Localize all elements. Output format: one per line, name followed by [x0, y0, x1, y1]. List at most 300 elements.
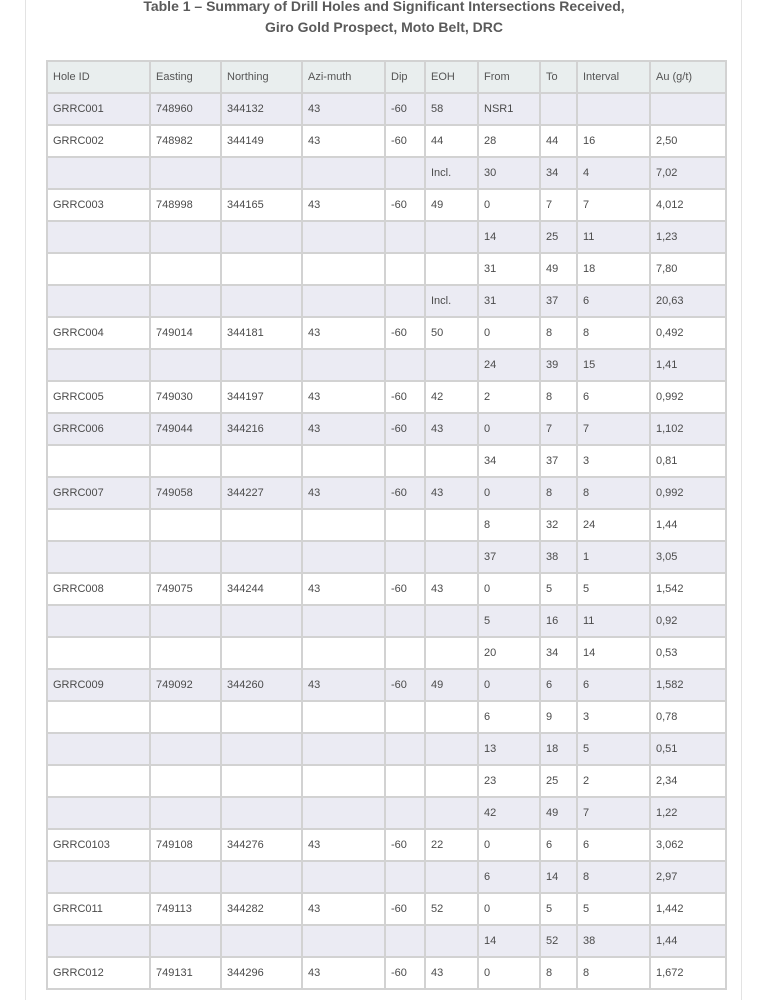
cell-dip: [386, 926, 424, 956]
cell-interval: 15: [578, 350, 649, 380]
cell-easting: [151, 254, 220, 284]
table-row: [48, 94, 725, 124]
cell-au: 0,81: [651, 446, 725, 476]
cell-from: 0: [479, 478, 539, 508]
cell-easting: 749058: [151, 478, 220, 508]
cell-au: 0,53: [651, 638, 725, 668]
cell-au: 1,23: [651, 222, 725, 252]
cell-dip: -60: [386, 958, 424, 988]
cell-dip: -60: [386, 94, 424, 124]
cell-azimuth: [303, 254, 384, 284]
cell-dip: -60: [386, 830, 424, 860]
cell-eoh: 49: [426, 670, 477, 700]
cell-interval: 24: [578, 510, 649, 540]
cell-easting: [151, 158, 220, 188]
cell-dip: -60: [386, 670, 424, 700]
cell-au: 0,92: [651, 606, 725, 636]
cell-eoh: [426, 766, 477, 796]
cell-interval: 8: [578, 318, 649, 348]
cell-to: 16: [541, 606, 576, 636]
cell-eoh: 43: [426, 958, 477, 988]
cell-azimuth: [303, 222, 384, 252]
cell-to: 7: [541, 190, 576, 220]
cell-hole-id: GRRC008: [48, 574, 149, 604]
cell-eoh: 43: [426, 414, 477, 444]
cell-azimuth: 43: [303, 94, 384, 124]
cell-au: 2,34: [651, 766, 725, 796]
cell-to: 5: [541, 894, 576, 924]
table-row: [48, 222, 725, 252]
cell-eoh: 43: [426, 478, 477, 508]
cell-eoh: 50: [426, 318, 477, 348]
cell-from: 5: [479, 606, 539, 636]
cell-easting: 749113: [151, 894, 220, 924]
cell-eoh: 58: [426, 94, 477, 124]
cell-hole-id: [48, 702, 149, 732]
table-row: [48, 510, 725, 540]
cell-northing: [222, 926, 301, 956]
cell-dip: -60: [386, 894, 424, 924]
cell-northing: [222, 542, 301, 572]
cell-interval: 18: [578, 254, 649, 284]
cell-azimuth: 43: [303, 574, 384, 604]
cell-hole-id: [48, 638, 149, 668]
cell-northing: [222, 798, 301, 828]
table-row: [48, 894, 725, 924]
cell-hole-id: [48, 254, 149, 284]
cell-northing: [222, 638, 301, 668]
cell-interval: 5: [578, 734, 649, 764]
cell-interval: [578, 94, 649, 124]
cell-to: 5: [541, 574, 576, 604]
cell-interval: 7: [578, 414, 649, 444]
table-row: [48, 862, 725, 892]
cell-easting: 749108: [151, 830, 220, 860]
cell-from: 34: [479, 446, 539, 476]
cell-northing: 344181: [222, 318, 301, 348]
cell-easting: [151, 734, 220, 764]
cell-interval: 5: [578, 574, 649, 604]
cell-easting: [151, 638, 220, 668]
cell-northing: 344260: [222, 670, 301, 700]
column-header-au: Au (g/t): [651, 62, 725, 92]
cell-hole-id: [48, 606, 149, 636]
cell-hole-id: [48, 286, 149, 316]
table-row: [48, 542, 725, 572]
cell-eoh: [426, 350, 477, 380]
cell-to: 44: [541, 126, 576, 156]
cell-au: 1,442: [651, 894, 725, 924]
cell-interval: 4: [578, 158, 649, 188]
table-row: [48, 670, 725, 700]
column-header-from: From: [479, 62, 539, 92]
cell-to: 25: [541, 766, 576, 796]
column-header-to: To: [541, 62, 576, 92]
cell-eoh: 49: [426, 190, 477, 220]
cell-au: 2,50: [651, 126, 725, 156]
cell-northing: [222, 510, 301, 540]
cell-azimuth: 43: [303, 670, 384, 700]
table-row: [48, 446, 725, 476]
cell-to: 52: [541, 926, 576, 956]
cell-au: 0,992: [651, 382, 725, 412]
cell-dip: [386, 254, 424, 284]
cell-au: 0,78: [651, 702, 725, 732]
cell-azimuth: 43: [303, 830, 384, 860]
cell-northing: [222, 606, 301, 636]
cell-easting: [151, 926, 220, 956]
cell-northing: [222, 766, 301, 796]
cell-interval: 1: [578, 542, 649, 572]
cell-dip: -60: [386, 382, 424, 412]
cell-northing: 344165: [222, 190, 301, 220]
cell-dip: [386, 766, 424, 796]
cell-interval: 7: [578, 798, 649, 828]
cell-dip: -60: [386, 414, 424, 444]
cell-eoh: [426, 606, 477, 636]
cell-to: 7: [541, 414, 576, 444]
cell-interval: 2: [578, 766, 649, 796]
cell-au: 1,41: [651, 350, 725, 380]
cell-to: 37: [541, 446, 576, 476]
cell-to: [541, 94, 576, 124]
column-header-hole-id: Hole ID: [48, 62, 149, 92]
cell-northing: [222, 222, 301, 252]
cell-azimuth: 43: [303, 478, 384, 508]
cell-to: 6: [541, 830, 576, 860]
cell-azimuth: 43: [303, 190, 384, 220]
cell-azimuth: [303, 926, 384, 956]
table-row: [48, 574, 725, 604]
cell-azimuth: 43: [303, 958, 384, 988]
table-row: [48, 158, 725, 188]
cell-northing: [222, 734, 301, 764]
cell-easting: [151, 606, 220, 636]
cell-to: 39: [541, 350, 576, 380]
column-header-easting: Easting: [151, 62, 220, 92]
cell-easting: 748982: [151, 126, 220, 156]
table-row: [48, 766, 725, 796]
cell-au: 7,80: [651, 254, 725, 284]
cell-hole-id: GRRC006: [48, 414, 149, 444]
cell-eoh: [426, 638, 477, 668]
cell-hole-id: [48, 446, 149, 476]
cell-hole-id: GRRC005: [48, 382, 149, 412]
cell-dip: -60: [386, 190, 424, 220]
cell-from: 37: [479, 542, 539, 572]
cell-hole-id: [48, 926, 149, 956]
cell-hole-id: [48, 766, 149, 796]
cell-to: 34: [541, 158, 576, 188]
cell-hole-id: GRRC002: [48, 126, 149, 156]
cell-northing: 344282: [222, 894, 301, 924]
cell-from: 23: [479, 766, 539, 796]
cell-hole-id: GRRC007: [48, 478, 149, 508]
cell-eoh: [426, 702, 477, 732]
cell-interval: 6: [578, 670, 649, 700]
cell-eoh: [426, 798, 477, 828]
cell-easting: 748998: [151, 190, 220, 220]
cell-azimuth: [303, 510, 384, 540]
column-header-azimuth: Azi-muth: [303, 62, 384, 92]
cell-from: 0: [479, 958, 539, 988]
table-caption-line-1: Table 1 – Summary of Drill Holes and Significant Intersections Received,: [143, 0, 625, 14]
table-row: [48, 830, 725, 860]
cell-to: 8: [541, 958, 576, 988]
cell-azimuth: [303, 158, 384, 188]
cell-interval: 6: [578, 286, 649, 316]
cell-azimuth: 43: [303, 318, 384, 348]
cell-northing: [222, 254, 301, 284]
cell-eoh: 52: [426, 894, 477, 924]
cell-easting: 749131: [151, 958, 220, 988]
cell-eoh: [426, 542, 477, 572]
cell-interval: 6: [578, 382, 649, 412]
cell-hole-id: GRRC011: [48, 894, 149, 924]
cell-hole-id: GRRC0103: [48, 830, 149, 860]
cell-hole-id: GRRC003: [48, 190, 149, 220]
cell-to: 18: [541, 734, 576, 764]
cell-easting: 748960: [151, 94, 220, 124]
cell-interval: 8: [578, 478, 649, 508]
cell-dip: [386, 222, 424, 252]
cell-hole-id: [48, 862, 149, 892]
cell-eoh: [426, 254, 477, 284]
cell-from: 6: [479, 862, 539, 892]
cell-to: 34: [541, 638, 576, 668]
cell-northing: 344216: [222, 414, 301, 444]
cell-from: NSR1: [479, 94, 539, 124]
cell-azimuth: 43: [303, 126, 384, 156]
cell-dip: [386, 286, 424, 316]
table-row: [48, 702, 725, 732]
cell-easting: [151, 542, 220, 572]
column-header-dip: Dip: [386, 62, 424, 92]
cell-azimuth: [303, 286, 384, 316]
cell-dip: [386, 798, 424, 828]
cell-to: 49: [541, 798, 576, 828]
cell-dip: [386, 350, 424, 380]
table-row: [48, 926, 725, 956]
cell-dip: -60: [386, 126, 424, 156]
column-header-interval: Interval: [578, 62, 649, 92]
cell-to: 9: [541, 702, 576, 732]
cell-dip: [386, 158, 424, 188]
cell-eoh: 44: [426, 126, 477, 156]
cell-from: 28: [479, 126, 539, 156]
cell-to: 6: [541, 670, 576, 700]
table-row: [48, 638, 725, 668]
table-row: [48, 606, 725, 636]
cell-hole-id: [48, 510, 149, 540]
cell-au: 1,582: [651, 670, 725, 700]
cell-interval: 6: [578, 830, 649, 860]
cell-interval: 38: [578, 926, 649, 956]
cell-hole-id: [48, 222, 149, 252]
table-row: [48, 318, 725, 348]
cell-from: 0: [479, 574, 539, 604]
cell-azimuth: 43: [303, 414, 384, 444]
cell-eoh: 42: [426, 382, 477, 412]
cell-au: 4,012: [651, 190, 725, 220]
cell-northing: 344276: [222, 830, 301, 860]
cell-easting: 749030: [151, 382, 220, 412]
cell-interval: 3: [578, 702, 649, 732]
table-row: [48, 382, 725, 412]
cell-dip: [386, 702, 424, 732]
cell-azimuth: [303, 702, 384, 732]
table-caption-line-2: Giro Gold Prospect, Moto Belt, DRC: [264, 19, 503, 35]
cell-interval: 3: [578, 446, 649, 476]
cell-northing: 344149: [222, 126, 301, 156]
cell-eoh: [426, 510, 477, 540]
cell-eoh: [426, 446, 477, 476]
cell-azimuth: [303, 862, 384, 892]
cell-au: 3,062: [651, 830, 725, 860]
cell-to: 49: [541, 254, 576, 284]
cell-au: [651, 94, 725, 124]
cell-to: 32: [541, 510, 576, 540]
cell-dip: [386, 606, 424, 636]
cell-au: 7,02: [651, 158, 725, 188]
cell-au: 20,63: [651, 286, 725, 316]
cell-dip: [386, 510, 424, 540]
cell-from: 13: [479, 734, 539, 764]
cell-eoh: Incl.: [426, 158, 477, 188]
cell-from: 31: [479, 254, 539, 284]
cell-from: 0: [479, 190, 539, 220]
table-row: [48, 286, 725, 316]
cell-from: 24: [479, 350, 539, 380]
cell-interval: 8: [578, 958, 649, 988]
cell-hole-id: [48, 158, 149, 188]
cell-interval: 16: [578, 126, 649, 156]
cell-from: 14: [479, 222, 539, 252]
cell-easting: [151, 446, 220, 476]
cell-easting: 749075: [151, 574, 220, 604]
cell-azimuth: [303, 798, 384, 828]
cell-au: 1,22: [651, 798, 725, 828]
cell-easting: [151, 222, 220, 252]
cell-au: 1,44: [651, 510, 725, 540]
cell-to: 37: [541, 286, 576, 316]
cell-to: 38: [541, 542, 576, 572]
column-header-eoh: EOH: [426, 62, 477, 92]
cell-from: 0: [479, 830, 539, 860]
cell-au: 3,05: [651, 542, 725, 572]
cell-northing: [222, 862, 301, 892]
cell-easting: [151, 702, 220, 732]
table-row: [48, 254, 725, 284]
table-row: [48, 190, 725, 220]
cell-from: 6: [479, 702, 539, 732]
cell-au: 0,992: [651, 478, 725, 508]
cell-to: 8: [541, 318, 576, 348]
cell-hole-id: [48, 542, 149, 572]
cell-northing: 344132: [222, 94, 301, 124]
cell-northing: [222, 446, 301, 476]
cell-northing: 344197: [222, 382, 301, 412]
cell-hole-id: [48, 798, 149, 828]
cell-northing: [222, 158, 301, 188]
cell-azimuth: [303, 446, 384, 476]
cell-eoh: Incl.: [426, 286, 477, 316]
cell-au: 1,672: [651, 958, 725, 988]
cell-au: 0,492: [651, 318, 725, 348]
cell-azimuth: 43: [303, 382, 384, 412]
cell-dip: [386, 734, 424, 764]
cell-northing: 344244: [222, 574, 301, 604]
table-row: [48, 478, 725, 508]
cell-interval: 8: [578, 862, 649, 892]
cell-au: 1,102: [651, 414, 725, 444]
cell-easting: [151, 862, 220, 892]
table-caption: [0, 0, 768, 38]
cell-easting: [151, 798, 220, 828]
cell-from: 14: [479, 926, 539, 956]
cell-to: 8: [541, 382, 576, 412]
cell-dip: [386, 862, 424, 892]
cell-hole-id: GRRC001: [48, 94, 149, 124]
cell-interval: 11: [578, 606, 649, 636]
cell-easting: [151, 510, 220, 540]
cell-eoh: [426, 222, 477, 252]
cell-eoh: [426, 734, 477, 764]
table-row: [48, 126, 725, 156]
cell-northing: [222, 286, 301, 316]
table-row: [48, 350, 725, 380]
cell-hole-id: GRRC009: [48, 670, 149, 700]
cell-northing: 344296: [222, 958, 301, 988]
cell-northing: [222, 350, 301, 380]
cell-azimuth: [303, 350, 384, 380]
cell-from: 30: [479, 158, 539, 188]
cell-dip: [386, 446, 424, 476]
cell-northing: [222, 702, 301, 732]
cell-eoh: [426, 926, 477, 956]
table-row: [48, 414, 725, 444]
cell-eoh: 22: [426, 830, 477, 860]
cell-interval: 11: [578, 222, 649, 252]
cell-from: 42: [479, 798, 539, 828]
cell-au: 1,542: [651, 574, 725, 604]
cell-to: 14: [541, 862, 576, 892]
cell-eoh: [426, 862, 477, 892]
cell-hole-id: GRRC004: [48, 318, 149, 348]
cell-hole-id: GRRC012: [48, 958, 149, 988]
cell-azimuth: [303, 766, 384, 796]
cell-from: 31: [479, 286, 539, 316]
cell-easting: 749092: [151, 670, 220, 700]
cell-dip: -60: [386, 574, 424, 604]
cell-eoh: 43: [426, 574, 477, 604]
cell-from: 0: [479, 318, 539, 348]
cell-au: 2,97: [651, 862, 725, 892]
cell-azimuth: [303, 638, 384, 668]
cell-hole-id: [48, 734, 149, 764]
cell-from: 2: [479, 382, 539, 412]
cell-to: 25: [541, 222, 576, 252]
table-body: [48, 94, 725, 988]
cell-azimuth: 43: [303, 894, 384, 924]
cell-easting: [151, 766, 220, 796]
cell-azimuth: [303, 734, 384, 764]
cell-azimuth: [303, 542, 384, 572]
table-row: [48, 958, 725, 988]
cell-easting: [151, 286, 220, 316]
cell-interval: 5: [578, 894, 649, 924]
cell-dip: [386, 542, 424, 572]
